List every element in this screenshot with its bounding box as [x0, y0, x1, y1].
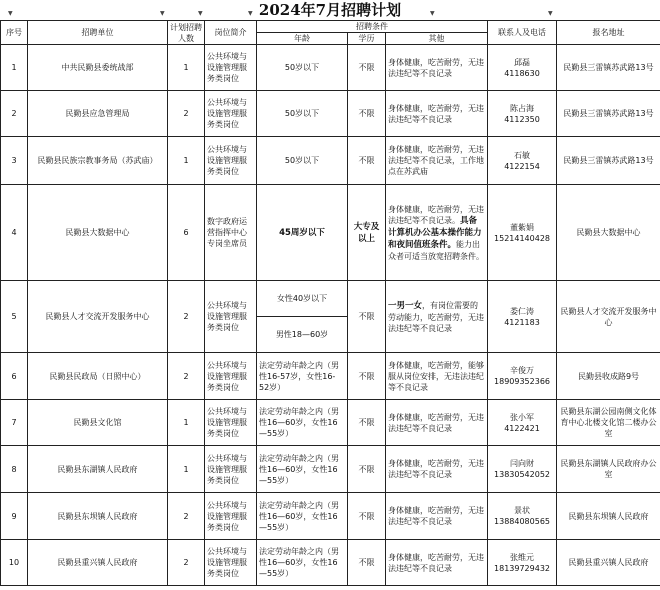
row-contact	[488, 446, 557, 493]
row-index: 5	[1, 281, 28, 353]
row-contact	[488, 540, 557, 586]
row-position: 公共环境与设施管理服务类岗位	[205, 493, 257, 540]
row-other: 身体健康，吃苦耐劳，无违法违纪等不良记录	[386, 91, 488, 137]
row-education: 不限	[348, 281, 386, 353]
row-count: 2	[168, 353, 205, 400]
row-position: 公共环境与设施管理服务类岗位	[205, 446, 257, 493]
row-address: 民勤县重兴镇人民政府	[557, 540, 660, 586]
filter-arrow-icon[interactable]: ▼	[8, 10, 13, 17]
row-position: 公共环境与设施管理服务类岗位	[205, 353, 257, 400]
row-age: 50岁以下	[257, 45, 348, 91]
contact-phone: 15214140428	[494, 233, 551, 243]
table-row	[1, 400, 660, 446]
contact-phone: 13830542052	[494, 470, 551, 479]
row-index: 1	[1, 45, 28, 91]
row-index: 9	[1, 493, 28, 540]
table-row	[1, 185, 660, 281]
row-address: 民勤县收成路9号	[557, 353, 660, 400]
table-row	[1, 45, 660, 91]
row-age: 50岁以下	[257, 137, 348, 185]
contact-phone: 4112350	[504, 114, 540, 124]
filter-arrow-icon[interactable]: ▼	[430, 10, 435, 17]
contact-phone: 18139729432	[494, 563, 551, 573]
row-age: 50岁以下	[257, 91, 348, 137]
row-count: 2	[168, 281, 205, 353]
other-emphasis: 一男一女	[388, 300, 423, 311]
contact-phone: 4118630	[504, 68, 540, 78]
contact-name: 张维元	[510, 552, 535, 562]
row-education: 不限	[348, 91, 386, 137]
contact-name: 辛俊万	[510, 366, 535, 375]
row-age	[257, 185, 348, 281]
row-unit: 民勤县应急管理局	[28, 91, 168, 137]
row-age: 法定劳动年龄之内（男性16—60岁，女性16—55岁）	[257, 400, 348, 446]
header-unit: 招聘单位	[28, 21, 168, 45]
row-count: 2	[168, 540, 205, 586]
filter-arrow-icon[interactable]: ▼	[548, 10, 553, 17]
table-row	[1, 540, 660, 586]
contact-name: 邱磊	[514, 57, 531, 67]
header-position: 岗位简介	[205, 21, 257, 45]
row-contact	[488, 185, 557, 281]
row-address: 民勤县大数据中心	[557, 185, 660, 281]
table-row	[1, 281, 660, 317]
row-count: 1	[168, 137, 205, 185]
row-education: 不限	[348, 540, 386, 586]
row-age-text: 45周岁以下	[279, 227, 325, 238]
row-unit: 民勤县人才交流开发服务中心	[28, 281, 168, 353]
contact-name: 陈占海	[510, 103, 535, 113]
row-index: 8	[1, 446, 28, 493]
header-address: 报名地址	[557, 21, 660, 45]
contact-phone: 4122421	[504, 423, 540, 433]
contact-name: 闫向财	[510, 459, 535, 468]
row-education: 不限	[348, 493, 386, 540]
row-index: 2	[1, 91, 28, 137]
table-row	[1, 493, 660, 540]
row-other: 身体健康，吃苦耐劳，无违法违纪等不良记录	[386, 540, 488, 586]
header-conditions: 招聘条件	[257, 21, 488, 33]
row-other	[386, 185, 488, 281]
row-position: 数字政府运营指挥中心专岗坐席员	[205, 185, 257, 281]
row-education: 不限	[348, 400, 386, 446]
table-row	[1, 91, 660, 137]
row-count: 1	[168, 400, 205, 446]
row-position: 公共环境与设施管理服务类岗位	[205, 137, 257, 185]
row-address: 民勤县三雷镇苏武路13号	[557, 45, 660, 91]
row-other: 身体健康，吃苦耐劳，能够服从岗位安排，无违法违纪等不良记录	[386, 353, 488, 400]
contact-phone: 18909352366	[494, 377, 551, 386]
row-age: 法定劳动年龄之内（男性16-57岁，女性16-52岁）	[257, 353, 348, 400]
contact-phone: 4122154	[504, 161, 540, 171]
row-contact	[488, 281, 557, 353]
row-count: 2	[168, 91, 205, 137]
row-education	[348, 185, 386, 281]
row-education: 不限	[348, 446, 386, 493]
row-age-female: 女性40岁以下	[257, 281, 348, 317]
filter-arrow-icon[interactable]: ▼	[198, 10, 203, 17]
row-unit: 民勤县东坝镇人民政府	[28, 493, 168, 540]
contact-phone: 4121183	[504, 317, 540, 327]
row-unit: 中共民勤县委统战部	[28, 45, 168, 91]
contact-name: 景状	[514, 506, 531, 515]
row-position: 公共环境与设施管理服务类岗位	[205, 400, 257, 446]
row-education: 不限	[348, 137, 386, 185]
row-position: 公共环境与设施管理服务类岗位	[205, 91, 257, 137]
row-index: 6	[1, 353, 28, 400]
row-index: 7	[1, 400, 28, 446]
row-unit: 民勤县重兴镇人民政府	[28, 540, 168, 586]
row-count: 6	[168, 185, 205, 281]
row-other: 身体健康，吃苦耐劳，无违法违纪等不良记录	[386, 493, 488, 540]
row-contact	[488, 400, 557, 446]
row-age-male: 男性18—60岁	[257, 317, 348, 353]
recruitment-table	[0, 20, 660, 586]
row-contact	[488, 137, 557, 185]
row-unit: 民勤县民政局（日照中心）	[28, 353, 168, 400]
header-education: 学历	[348, 33, 386, 45]
contact-name: 董紫娟	[510, 222, 535, 232]
table-row	[1, 446, 660, 493]
row-address: 民勤县人才交流开发服务中心	[557, 281, 660, 353]
header-count: 计划招聘人数	[168, 21, 205, 45]
row-other	[386, 281, 488, 353]
header-age: 年龄	[257, 33, 348, 45]
row-other: 身体健康，吃苦耐劳，无违法违纪等不良记录	[386, 446, 488, 493]
row-education: 不限	[348, 353, 386, 400]
table-row	[1, 353, 660, 400]
row-age: 法定劳动年龄之内（男性16—60岁，女性16—55岁）	[257, 493, 348, 540]
contact-phone: 13884080565	[494, 517, 551, 526]
row-position: 公共环境与设施管理服务类岗位	[205, 540, 257, 586]
row-unit: 民勤县民族宗教事务局（苏武庙）	[28, 137, 168, 185]
header-row	[1, 21, 660, 33]
row-address: 民勤县东湖镇人民政府办公室	[557, 446, 660, 493]
row-address: 民勤县东坝镇人民政府	[557, 493, 660, 540]
row-unit: 民勤县大数据中心	[28, 185, 168, 281]
filter-arrow-icon[interactable]: ▼	[248, 10, 253, 17]
other-emphasis: 具备计算机办公基本操作能力和夜间值班条件。	[388, 215, 482, 250]
row-index: 3	[1, 137, 28, 185]
row-education-text: 大专及以上	[353, 221, 380, 244]
contact-name: 娄仁涛	[510, 306, 535, 316]
header-contact: 联系人及电话	[488, 21, 557, 45]
row-address: 民勤县东湖公园南侧文化体育中心北楼文化馆二楼办公室	[557, 400, 660, 446]
filter-arrow-icon[interactable]: ▼	[160, 10, 165, 17]
other-text: ，有岗位需要的劳动能力，吃苦耐劳，无违法违纪等不良记录	[388, 300, 484, 333]
contact-name: 石敏	[514, 150, 531, 160]
row-age: 法定劳动年龄之内（男性16—60岁，女性16—55岁）	[257, 446, 348, 493]
row-index: 10	[1, 540, 28, 586]
other-text: 身体健康，吃苦耐劳，无违法违纪等不良记录。	[388, 204, 484, 225]
other-text: 能力出众者可适当放宽招聘条件。	[388, 239, 484, 261]
row-position: 公共环境与设施管理服务类岗位	[205, 281, 257, 353]
table-row	[1, 137, 660, 185]
row-other: 身体健康，吃苦耐劳，无违法违纪等不良记录	[386, 400, 488, 446]
header-other: 其他	[386, 33, 488, 45]
row-other: 身体健康，吃苦耐劳，无违法违纪等不良记录	[386, 45, 488, 91]
row-contact	[488, 353, 557, 400]
row-count: 1	[168, 446, 205, 493]
row-contact	[488, 91, 557, 137]
header-index: 序号	[1, 21, 28, 45]
row-unit: 民勤县东湖镇人民政府	[28, 446, 168, 493]
page-title: 2024年7月招聘计划	[258, 1, 402, 19]
row-position: 公共环境与设施管理服务类岗位	[205, 45, 257, 91]
row-address: 民勤县三雷镇苏武路13号	[557, 137, 660, 185]
row-count: 2	[168, 493, 205, 540]
row-contact	[488, 493, 557, 540]
row-other: 身体健康，吃苦耐劳，无违法违纪等不良记录，工作地点在苏武庙	[386, 137, 488, 185]
row-address: 民勤县三雷镇苏武路13号	[557, 91, 660, 137]
row-contact	[488, 45, 557, 91]
row-index: 4	[1, 185, 28, 281]
contact-name: 张小军	[510, 412, 535, 422]
row-count: 1	[168, 45, 205, 91]
row-age: 法定劳动年龄之内（男性16—60岁，女性16—55岁）	[257, 540, 348, 586]
row-unit: 民勤县文化馆	[28, 400, 168, 446]
row-education: 不限	[348, 45, 386, 91]
